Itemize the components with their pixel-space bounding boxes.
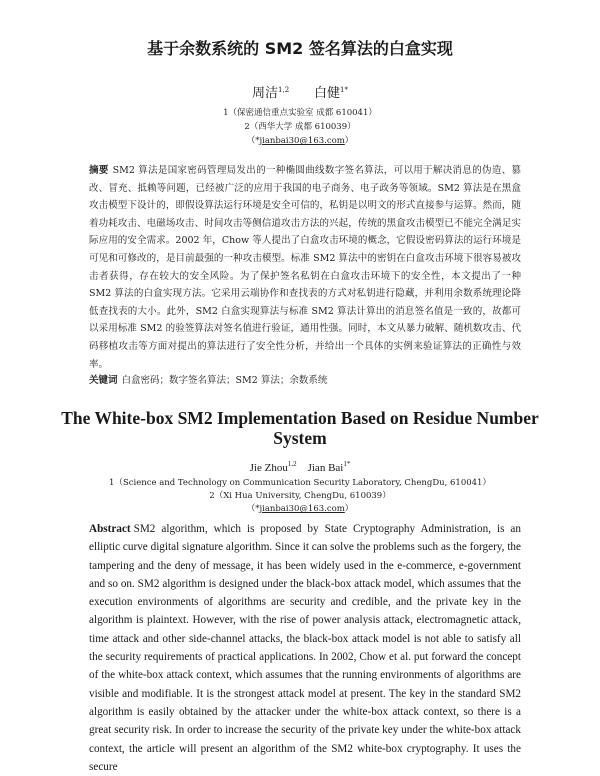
author-name: Jie Zhou — [249, 462, 288, 474]
english-affiliation-1: 1（Science and Technology on Communication Security Laboratory, ChengDu, 610041） — [109, 478, 491, 488]
chinese-affiliation-1: 1（保密通信重点实验室 成都 610041） — [223, 108, 377, 118]
abstract-text: SM2 算法是国家密码管理局发出的一种椭圆曲线数字签名算法，可以用于解决消息的伪造、篡改、冒充、抵赖等问题，已经被广泛的应用于我国的电子商务、电子政务等领域。SM2 算法是在黑盒攻击模型下设计的，即假设算法运行环境是安全可信的，私钥是以明文的形式直接参与运算。然而，随着功耗攻击、电磁场攻击、时间攻击等侧信道攻击方法的兴起，传统的黑盒攻击模型已不能完全满足实际应用的安全需求。2002 年，Chow 等人提出了白盒攻击环境的概念，它假设密码算法的运行环境是可见和可修改的，是目前最强的一种攻击模型。标准 SM2 算法中的密钥在白盒攻击环境下很容易被攻击者获得，存在较大的安全风险。为了保护签名私钥在白盒攻击环境下的安全性，本文提出了一种 SM2 算法的白盒实现方法。它采用云端协作和查找表的方式对私钥进行隐藏，并利用余数系统理论降低查找表的大小。此外，SM2 白盒实现算法与标准 SM2 算法计算出的消息签名值是一致的，故都可以采用标准 SM2 的验签算法对签名值进行验证，通用性强。同时，本文从暴力破解、随机数攻击、代码移植攻击等方面对提出的算法进行了安全性分析，并给出一个具体的实例来验证算法的正确性与效率。 — [89, 165, 521, 370]
english-title: The White-box SM2 Implementation Based on Residue Number System — [61, 408, 539, 448]
chinese-title: 基于余数系统的 SM2 签名算法的白盒实现 — [147, 39, 453, 58]
author-superscript: 1,2 — [287, 460, 297, 468]
author-name: 白健 — [313, 86, 340, 101]
abstract-label: Abstract — [89, 523, 131, 535]
english-email-line: （*jianbai30@163.com） — [246, 504, 354, 514]
keywords-text: 白盒密码；数字签名算法；SM2 算法；余数系统 — [121, 375, 328, 386]
keywords-label: 关键词 — [89, 375, 118, 386]
english-affiliation-2: 2（Xi Hua University, ChengDu, 610039） — [209, 491, 391, 501]
english-authors — [0, 460, 600, 474]
chinese-affiliation-2: 2（西华大学 成都 610039） — [244, 122, 356, 132]
chinese-email-line: （*jianbai30@163.com） — [246, 136, 354, 146]
author-superscript: 1* — [340, 86, 348, 94]
chinese-abstract — [89, 162, 521, 373]
email-link[interactable]: jianbai30@163.com — [259, 504, 345, 514]
author-name: 周洁 — [252, 86, 279, 101]
abstract-label: 摘要 — [89, 165, 109, 176]
author-superscript: 1* — [343, 460, 351, 468]
email-link[interactable]: jianbai30@163.com — [259, 136, 345, 146]
author-superscript: 1,2 — [278, 86, 290, 94]
author-name: Jian Bai — [307, 462, 344, 474]
abstract-text: SM2 algorithm, which is proposed by State Cryptography Administration, is an elliptic curve digital signature algorithm. Since it can solve the problems such as the forgery, the tampering and the deny of message, it has been widely used in the e-commerce, e-government and so on. SM2 algorithm is designed under the black-box attack model, which assumes that the execution environments of algorithms are security and credible, and the private key in the algorithm is plaintext. However, with the rise of power analysis attack, electromagnetic attack, time attack and other side-channel attacks, the black-box attack model is not able to satisfy all the security requirements of practical applications. In 2002, Chow et al. put forward the concept of the white-box attack context, which assumes that the running environments of algorithms are visible and modifiable. It is the strongest attack model at present. The key in the standard SM2 algorithm is easily obtained by the attacker under the white-box attack context, so there is a great security risk. In order to increase the security of the private key under the white-box attack context, the article will present an algorithm of the SM2 white-box cryptography. It uses the secure — [89, 523, 521, 773]
chinese-authors — [0, 82, 600, 101]
chinese-keywords — [89, 372, 521, 386]
